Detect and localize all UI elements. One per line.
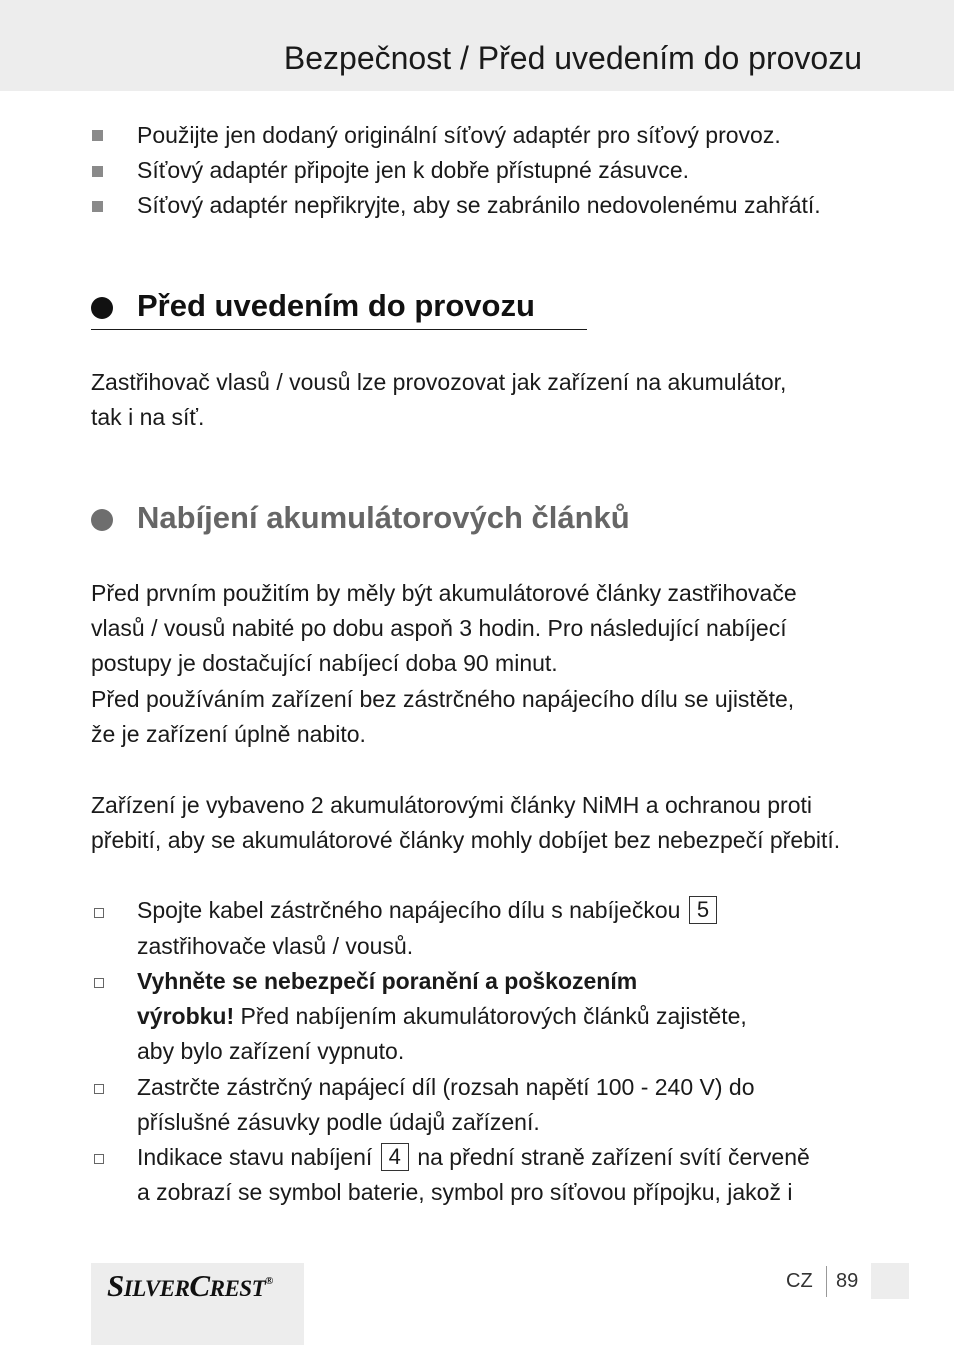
safety-bullet: Síťový adaptér nepřikryjte, aby se zabránilo nedovolenému zahřátí. — [137, 192, 821, 218]
footer-divider — [826, 1266, 827, 1297]
checkbox-bullet-icon — [94, 1154, 104, 1164]
bullet-square-icon — [92, 201, 103, 212]
step-text: na přední straně zařízení svítí červeně — [417, 1144, 810, 1170]
paragraph-line: Zařízení je vybaveno 2 akumulátorovými články NiMH a ochranou proti — [91, 792, 812, 818]
section-dot-icon — [91, 509, 113, 531]
section-heading: Nabíjení akumulátorových článků — [137, 500, 630, 535]
page-number: 89 — [836, 1270, 859, 1292]
page-title: Bezpečnost / Před uvedením do provozu — [283, 40, 862, 76]
step-line: a zobrazí se symbol baterie, symbol pro síťovou přípojku, jakož i — [137, 1179, 793, 1205]
checkbox-bullet-icon — [94, 1084, 104, 1094]
step-text: Před nabíjením akumulátorových článků zajistěte, — [234, 1003, 747, 1029]
paragraph-line: postupy je dostačující nabíjecí doba 90 minut. — [91, 650, 558, 676]
reference-number-5: 5 — [689, 896, 717, 924]
footer-marker — [871, 1263, 909, 1299]
paragraph-line: Zastřihovač vlasů / vousů lze provozovat jak zařízení na akumulátor, — [91, 369, 787, 395]
step-line: příslušné zásuvky podle údajů zařízení. — [137, 1109, 540, 1135]
language-code: CZ — [786, 1270, 813, 1292]
step-line — [137, 1140, 877, 1175]
step-text: Indikace stavu nabíjení — [137, 1144, 373, 1170]
step-warning: výrobku! — [137, 1003, 235, 1029]
bullet-square-icon — [92, 130, 103, 141]
section-underline — [91, 329, 587, 330]
step-text: Spojte kabel zástrčného napájecího dílu s nabíječkou — [137, 897, 681, 923]
section-dot-icon — [91, 297, 113, 319]
silvercrest-logo: SILVERCREST® — [107, 1268, 273, 1303]
reference-number-4: 4 — [381, 1143, 409, 1171]
paragraph-line: přebití, aby se akumulátorové články mohly dobíjet bez nebezpečí přebití. — [91, 827, 841, 853]
paragraph-line: Před prvním použitím by měly být akumulátorové články zastřihovače — [91, 580, 797, 606]
checkbox-bullet-icon — [94, 908, 104, 918]
checkbox-bullet-icon — [94, 978, 104, 988]
section-heading: Před uvedením do provozu — [137, 288, 535, 323]
step-line: zastřihovače vlasů / vousů. — [137, 933, 414, 959]
step-warning: Vyhněte se nebezpečí poranění a poškozením — [137, 968, 638, 994]
safety-bullet: Použijte jen dodaný originální síťový adaptér pro síťový provoz. — [137, 122, 781, 148]
step-line: aby bylo zařízení vypnuto. — [137, 1038, 405, 1064]
step-line: Zastrčte zástrčný napájecí díl (rozsah napětí 100 - 240 V) do — [137, 1074, 755, 1100]
step-line — [137, 999, 877, 1034]
step-line — [137, 893, 877, 928]
paragraph-line: že je zařízení úplně nabito. — [91, 721, 366, 747]
paragraph-line: tak i na síť. — [91, 404, 205, 430]
paragraph-line: vlasů / vousů nabité po dobu aspoň 3 hodin. Pro následující nabíjecí — [91, 615, 787, 641]
safety-bullet: Síťový adaptér připojte jen k dobře přístupné zásuvce. — [137, 157, 689, 183]
paragraph-line: Před používáním zařízení bez zástrčného napájecího dílu se ujistěte, — [91, 686, 795, 712]
bullet-square-icon — [92, 166, 103, 177]
